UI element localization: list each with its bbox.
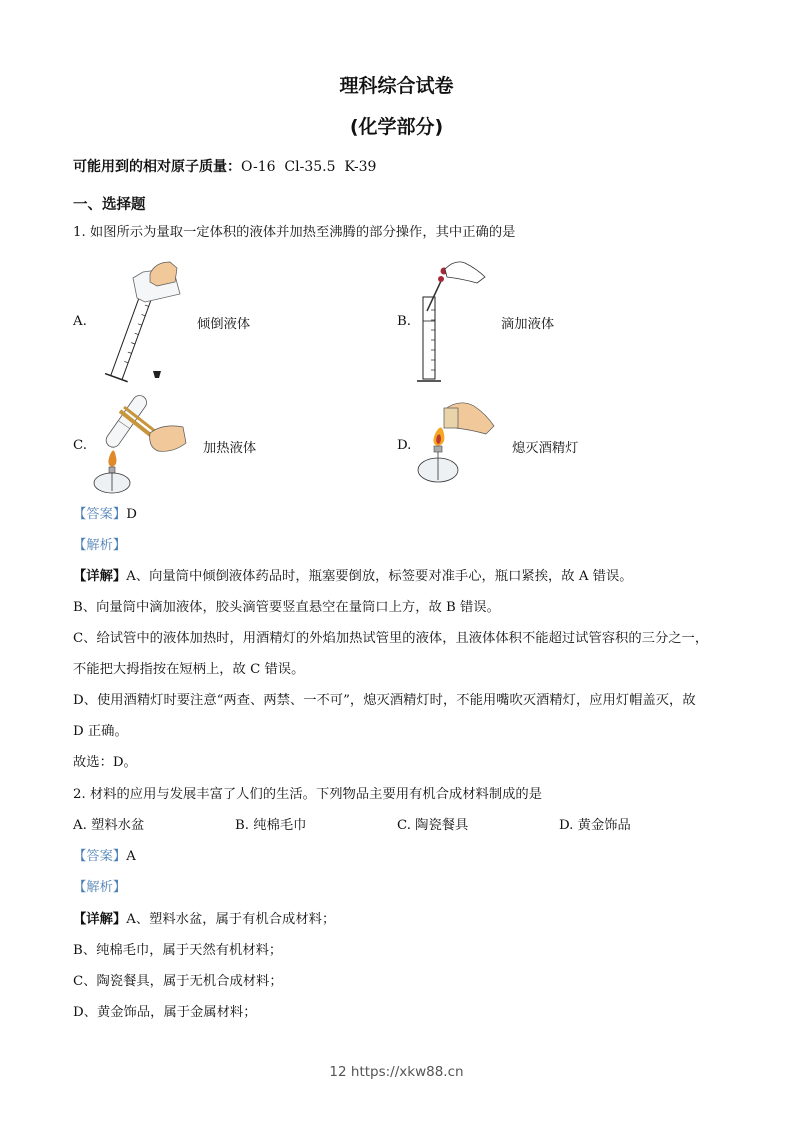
q2-detail-line-3: D、黄金饰品，属于金属材料；	[73, 1005, 257, 1020]
option-label: C.	[397, 818, 411, 833]
option-label: B.	[235, 818, 249, 833]
answer-tag: 【答案】	[73, 849, 127, 864]
q2-analysis-tag: 【解析】	[73, 880, 127, 895]
q1-detail-line-0	[73, 568, 633, 586]
q2-detail-line-0	[73, 911, 335, 929]
q1-option-b-label: B.	[397, 314, 411, 329]
q1-detail-line-2: C、给试管中的液体加热时，用酒精灯的外焰加热试管里的液体，且液体体积不能超过试管容积的三分之一，	[73, 631, 709, 646]
q2-option-c	[397, 817, 468, 835]
q1-option-b-caption: 滴加液体	[501, 317, 555, 332]
detail-text: A、向量筒中倾倒液体药品时，瓶塞要倒放，标签要对准手心，瓶口紧挨，故 A 错误。	[126, 569, 633, 584]
option-text: 纯棉毛巾	[253, 818, 307, 833]
option-text: 陶瓷餐具	[415, 818, 469, 833]
q1-answer: D	[126, 507, 137, 522]
detail-text: A、塑料水盆，属于有机合成材料；	[126, 912, 336, 927]
q2-option-d	[559, 817, 631, 835]
q2-option-b	[235, 817, 306, 835]
q2-stem: 2. 材料的应用与发展丰富了人们的生活。下列物品主要用有机合成材料制成的是	[73, 787, 543, 802]
atomic-mass-line	[73, 156, 376, 176]
q1-option-d-caption: 熄灭酒精灯	[512, 441, 579, 456]
page-title: 理科综合试卷	[339, 75, 454, 97]
atomic-mass-values: O-16 Cl-35.5 K-39	[241, 159, 377, 175]
page-subtitle: (化学部分)	[349, 116, 444, 138]
q1-option-a-caption: 倾倒液体	[197, 317, 251, 332]
option-label: D.	[559, 818, 574, 833]
q2-detail-line-2: C、陶瓷餐具，属于无机合成材料；	[73, 974, 283, 989]
page-footer: 12 https://xkw88.cn	[329, 1064, 464, 1080]
q2-option-a	[73, 817, 144, 835]
option-label: A.	[73, 818, 87, 833]
q1-option-c-label: C.	[73, 438, 87, 453]
q1-detail-line-6: 故选：D。	[73, 755, 137, 770]
q1-detail-line-5: D 正确。	[73, 724, 128, 739]
detail-tag: 【详解】	[73, 569, 127, 584]
q1-detail-line-3: 不能把大拇指按在短柄上，故 C 错误。	[73, 662, 305, 677]
dropping-liquid-illustration	[415, 255, 495, 387]
detail-tag: 【详解】	[73, 912, 127, 927]
q1-detail-line-4: D、使用酒精灯时要注意“两查、两禁、一不可”，熄灭酒精灯时，不能用嘴吹灭酒精灯，应用灯帽盖灭，故	[73, 693, 696, 708]
option-text: 塑料水盆	[91, 818, 145, 833]
q1-analysis-tag: 【解析】	[73, 538, 127, 553]
q1-answer-line	[73, 506, 137, 524]
atomic-mass-label: 可能用到的相对原子质量：	[73, 159, 241, 175]
q1-stem: 1. 如图所示为量取一定体积的液体并加热至沸腾的部分操作，其中正确的是	[73, 225, 516, 240]
q1-detail-line-1: B、向量筒中滴加液体，胶头滴管要竖直悬空在量筒口上方，故 B 错误。	[73, 600, 500, 615]
heating-liquid-illustration	[88, 395, 193, 497]
q2-answer: A	[126, 849, 136, 864]
q2-detail-line-1: B、纯棉毛巾，属于天然有机材料；	[73, 943, 283, 958]
extinguish-alcohol-lamp-illustration	[414, 398, 499, 493]
q1-option-c-caption: 加热液体	[203, 441, 257, 456]
q2-answer-line	[73, 848, 136, 866]
q1-option-d-label: D.	[397, 438, 412, 453]
answer-tag: 【答案】	[73, 507, 127, 522]
option-text: 黄金饰品	[577, 818, 631, 833]
q1-option-a-label: A.	[73, 314, 87, 329]
section-heading: 一、选择题	[73, 197, 146, 213]
pouring-liquid-illustration	[95, 258, 195, 386]
